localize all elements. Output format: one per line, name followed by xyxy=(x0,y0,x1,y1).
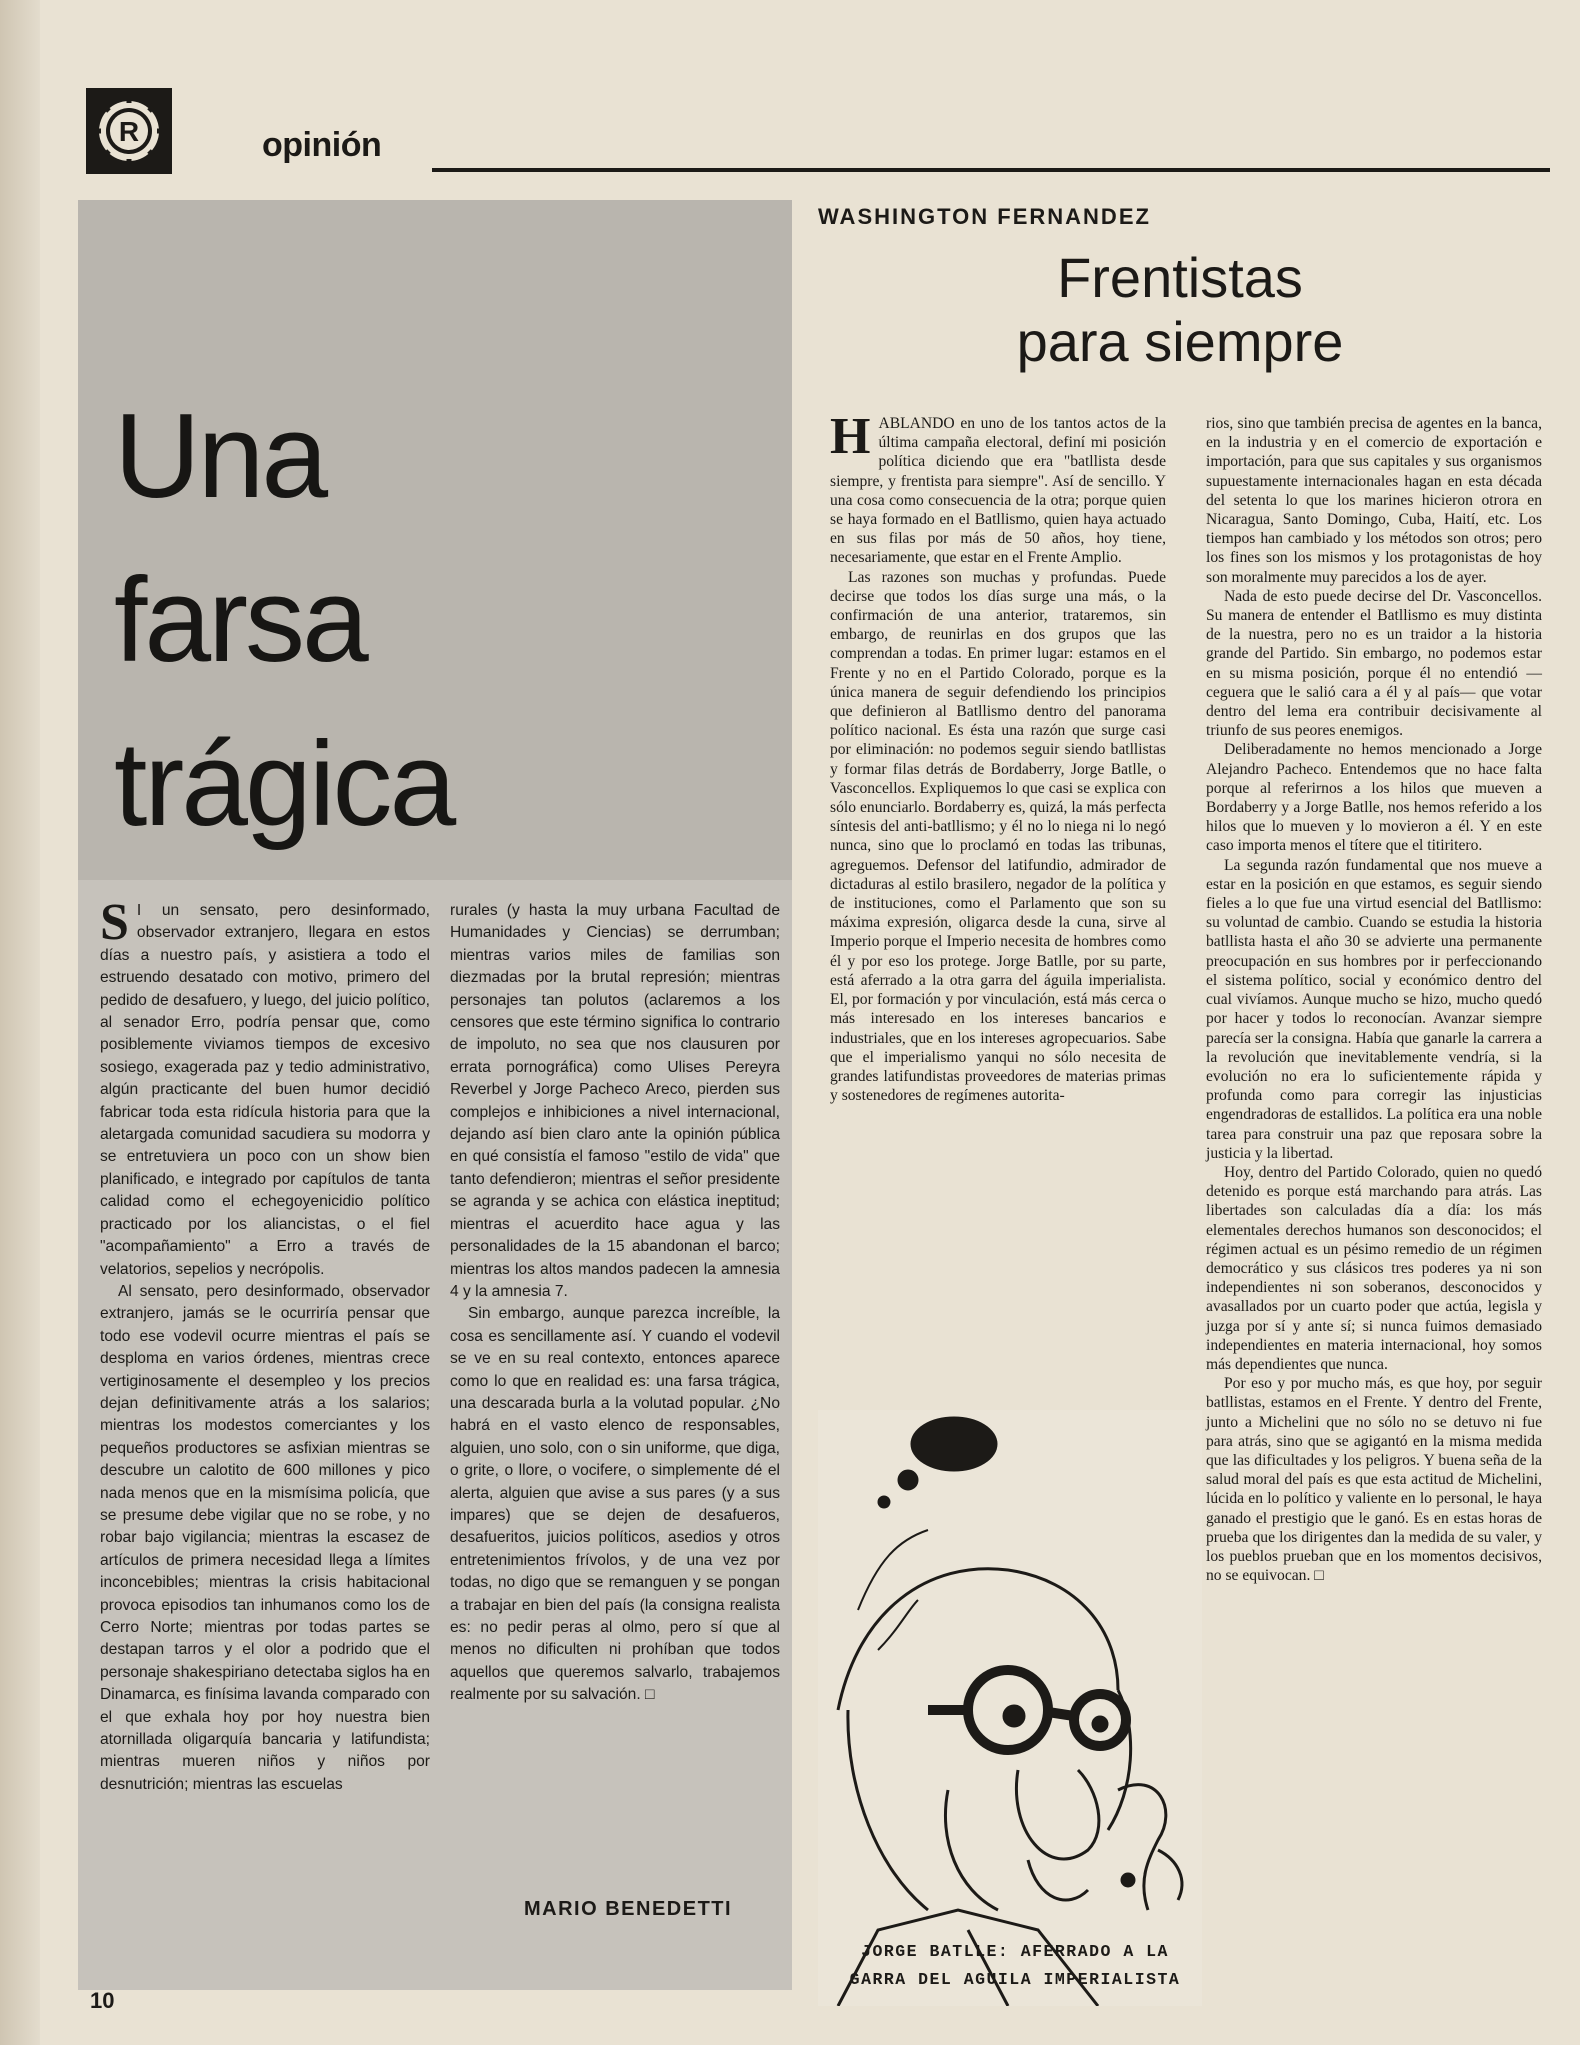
svg-text:R: R xyxy=(118,116,140,147)
left-dropcap: S xyxy=(100,894,129,951)
right-paragraph-7: Hoy, dentro del Partido Colorado, quien no quedó detenido es porque está marchando para atrás. Las libertades son calculadas día a día: los más elementales derechos humanos son desconocidos; el régimen actual es un pésimo remedio de un régimen democrático y sus clásicos tres poderes ya ni son independientes ni son soberanos, desconocidos y avasallados por un cuarto poder que actúa, legisla y juzga por sí y ante sí; si nunca fuimos demasiado independientes en materia internacional, hoy somos más dependientes que nunca. xyxy=(1206,1163,1542,1373)
right-paragraph-1-text: ABLANDO en uno de los tantos actos de la última campaña electoral, definí mi posición política diciendo que era "batllista desde siempre, y frentista para siempre". Así de sencillo. Y una cosa como consecuencia de la otra; porque quien se haya formado en el Batllismo, quien haya actuado en sus filas por más de 50 años, hoy tiene, necesariamente, que estar en el Frente Amplio. xyxy=(830,415,1166,567)
cartoon-caption xyxy=(820,1938,1210,1994)
r-logo-icon xyxy=(86,88,172,174)
right-paragraph-8: Por eso y por mucho más, es que hoy, por seguir batllistas, estamos en el Frente. Y dentro del Frente, junto a Michelini que no sólo no se detuvo ni fue para atrás, sino que se agigantó en la misma medida que las dificultades y los peligros. Y buena seña de la salud moral del país es que esta actitud de Michelini, lúcida en lo político y valiente en lo personal, le haya ganado el prestigio que le ganó. Es en estas horas de prueba que los dirigentes dan la medida de su valer, y los pueblos prueban que en los momentos decisivos, no se equivocan. □ xyxy=(1206,1375,1542,1585)
left-paragraph-2: Al sensato, pero desinformado, observador extranjero, jamás se le ocurriría pensar que todo ese vodevil ocurre mientras el país se desploma en varios órdenes, mientras crece vertiginosamente el desempleo y los precios dejan definitivamente atrás a los salarios; mientras los modestos comerciantes y los pequeños productores se asfixian mientras se descubre un calotito de 600 millones y pico nada menos que en la mismísima policía, que se presume debe vigilar que no se robe, y no robar bajo vigilancia; mientras la escasez de artículos de primera necesidad llega a límites inconcebibles; mientras la crisis habitacional provoca episodios tan inhumanos como los de Cerro Norte; mientras por todas partes se destapan tarros y el olor a podrido que el personaje shakespiriano detectaba siglos ha en Dinamarca, es finísima lavanda comparado con el que exhala hoy por hoy nuestra bien atornillada oligarquía bancaria y latifundista; mientras mueren niños y niños por desnutrición; mientras las escuelas xyxy=(100,1282,430,1793)
right-headline xyxy=(860,246,1500,374)
right-paragraph-3: rios, sino que también precisa de agentes en la banca, en la industria y en el comercio de exportación e importación, para que sus capitales y sus organismos supuestamente internacionales hagan en esta década del setenta lo que los marines hicieron otrora en Nicaragua, Santo Domingo, Cuba, Haití, etc. Los tiempos han cambiado y los métodos son otros; pero los fines son los mismos y los protagonistas de hoy son moralmente muy parecidos a los de ayer. xyxy=(1206,415,1542,586)
right-article-column-1 xyxy=(830,408,1166,1105)
cartoon-caption-line-2: GARRA DEL AGUILA IMPERIALISTA xyxy=(849,1970,1181,1989)
right-paragraph-5: Deliberadamente no hemos mencionado a Jorge Alejandro Pacheco. Entendemos que no hace falta porque al referirnos a los hilos que mueven a Bordaberry y a Jorge Batlle, nos hemos referido a los hilos que lo mueven y lo movieron a él. Y en este caso importa menos el títere que el titiritero. xyxy=(1206,741,1542,855)
left-article-column-2 xyxy=(450,900,780,1707)
right-paragraph-1 xyxy=(830,408,1166,568)
right-headline-line-2: para siempre xyxy=(1016,310,1344,373)
right-article-column-2 xyxy=(1206,414,1542,1585)
left-paragraph-1 xyxy=(100,894,430,1281)
left-article-column-1 xyxy=(100,894,430,1796)
section-rule xyxy=(432,168,1550,172)
left-paragraph-1-text: I un sensato, pero desinformado, observador extranjero, llegara en estos días a nuestro país, y asistiera a todo el estruendo desatado con motivo, primero del pedido de desafuero, y luego, del juicio político, al senador Erro, podría pensar que, como posiblemente viviamos tiempos de excesivo sosiego, exagerada paz y tedio administrativo, algún practicante del buen humor decidió fabricar toda esta ridícula historia para que la aletargada comunidad sacudiera su modorra y se entretuviera un poco con un show bien planificado, e integrado por capítulos de tanta calidad como el echegoyenicidio político practicado por los aliancistas, o el fiel "acompañamiento" a Erro a través de velatorios, sepelios y necrópolis. xyxy=(100,902,430,1278)
left-title-line-1: Una xyxy=(114,389,326,523)
left-paragraph-4: Sin embargo, aunque parezca increíble, la cosa es sencillamente así. Y cuando el vodevil se ve en su real contexto, entonces aparece como lo que en realidad es: una farsa trágica, una descarada burla a la volutad popular. ¿No habrá en el vasto elenco de responsables, alguien, uno solo, con o sin uniforme, que diga, o grite, o llore, o vocifere, o simplemente dé el alerta, alguien que avise a sus pares (y a sus impares) que se dejen de desafueros, desafueritos, juicios políticos, asedios y otros entretenimientos frívolos, y de una vez por todas, no digo que se remanguen y se pongan a trabajar en bien del país (la consigna realista es: no pedir peras al olmo, pero sí que al menos no dificulten ni prohíban que todos aquellos que queremos salvarlo, trabajemos realmente por su salvación. □ xyxy=(450,1305,780,1704)
right-dropcap: H xyxy=(830,408,871,465)
left-title-line-2: farsa xyxy=(114,553,366,687)
left-title-line-3: trágica xyxy=(114,717,454,851)
right-paragraph-6: La segunda razón fundamental que nos mueve a estar en la posición en que estamos, es seguir siendo fieles a lo que fue una virtud esencial del Batllismo: su voluntad de cambio. Cuando se estudia la historia batllista hasta el año 30 se advierte una permanente preocupación en sus hombres por ir perfeccionando el sistema político, social y económico dentro del cual vivíamos. Aunque mucho se hizo, mucho quedó por hacer y todos lo reconocían. Avanzar siempre parecía ser la consigna. Había que ganarle la carrera a la revolución que inevitablemente vendría, si la evolución no era lo suficientemente rápida y profunda como para corregir las injusticias engendradoras de estallidos. La política era una noble tarea para construir una paz que reposara sobre la justicia y la libertad. xyxy=(1206,856,1542,1162)
page-number: 10 xyxy=(90,1988,115,2013)
cartoon-caption-line-1: JORGE BATLLE: AFERRADO A LA xyxy=(861,1942,1169,1961)
left-byline: MARIO BENEDETTI xyxy=(524,1898,733,1920)
right-paragraph-4: Nada de esto puede decirse del Dr. Vasconcellos. Su manera de entender el Batllismo es muy distinta de la nuestra, pero no es un traidor a la historia grande del Partido. Sin embargo, no podemos estar en su misma posición, porque él no entendió —ceguera que le salió cara a él y al país— que votar dentro del lema era contribuir decisivamente al triunfo de sus peores enemigos. xyxy=(1206,587,1542,740)
right-paragraph-2: Las razones son muchas y profundas. Puede decirse que todos los días surge una más, o la confirmación de una anterior, trataremos, sin embargo, de reunirlas en dos grupos que las comprendan a todas. En primer lugar: estamos en el Frente y no en el Partido Colorado, porque es la única manera de seguir defendiendo los principios que definieron al Batllismo dentro del panorama político nacional. Es ésta una razón que surge casi por eliminación: no podemos seguir siendo batllistas y formar filas detrás de Bordaberry, Jorge Batlle, o Vasconcellos. Expliquemos lo que casi se explica con sólo enunciarlo. Bordaberry es, quizá, la más perfecta síntesis del anti-batllismo; y él no lo niega ni lo negó nunca, sino que lo proclamó en todas las tribunas, agreguemos. Defensor del latifundio, admirador de dictaduras al estilo brasilero, negador de la política y de instituciones, como el Parlamento que son su máxima expresión, oligarca desde la cuna, sirve al Imperio porque el Imperio necesita de hombres como él y por eso los protege. Jorge Batlle, por su parte, está aferrado a la otra garra del águila imperialista. El, por formación y por vinculación, está más cerca o más interesado en los intereses bancarios e industriales, que en los intereses agropecuarios. Sabe que el imperialismo yanqui no sólo necesita de grandes latifundistas proveedores de materias primas y sostenedores de regímenes autorita- xyxy=(830,568,1166,1105)
caricature-illustration xyxy=(818,1410,1202,2006)
left-paragraph-3: rurales (y hasta la muy urbana Facultad de Humanidades y Ciencias) se derrumban; mientras varios miles de familias son diezmadas por la brutal represión; mientras personajes tan polutos (aclaremos a los censores que este término significa lo contrario de impoluto, no sea que nos clausuren por errata pornográfica) como Ulises Pereyra Reverbel y Jorge Pacheco Areco, pierden sus complejos e inhibiciones a nivel internacional, dejando así bien claro ante la opinión pública en qué consistía el famoso "estilo de vida" que tanto defendieron; mientras el señor presidente se agranda y se achica con elástica ineptitud; mientras el acuerdito hace agua y las personalidades de la 15 abandonan el barco; mientras los altos mandos padecen la amnesia 4 y la amnesia 7. xyxy=(450,902,780,1300)
section-label: opinión xyxy=(262,126,382,164)
right-headline-line-1: Frentistas xyxy=(1057,246,1303,309)
page-edge xyxy=(0,0,40,2045)
left-title-box xyxy=(78,200,792,880)
right-author: WASHINGTON FERNANDEZ xyxy=(818,204,1151,229)
